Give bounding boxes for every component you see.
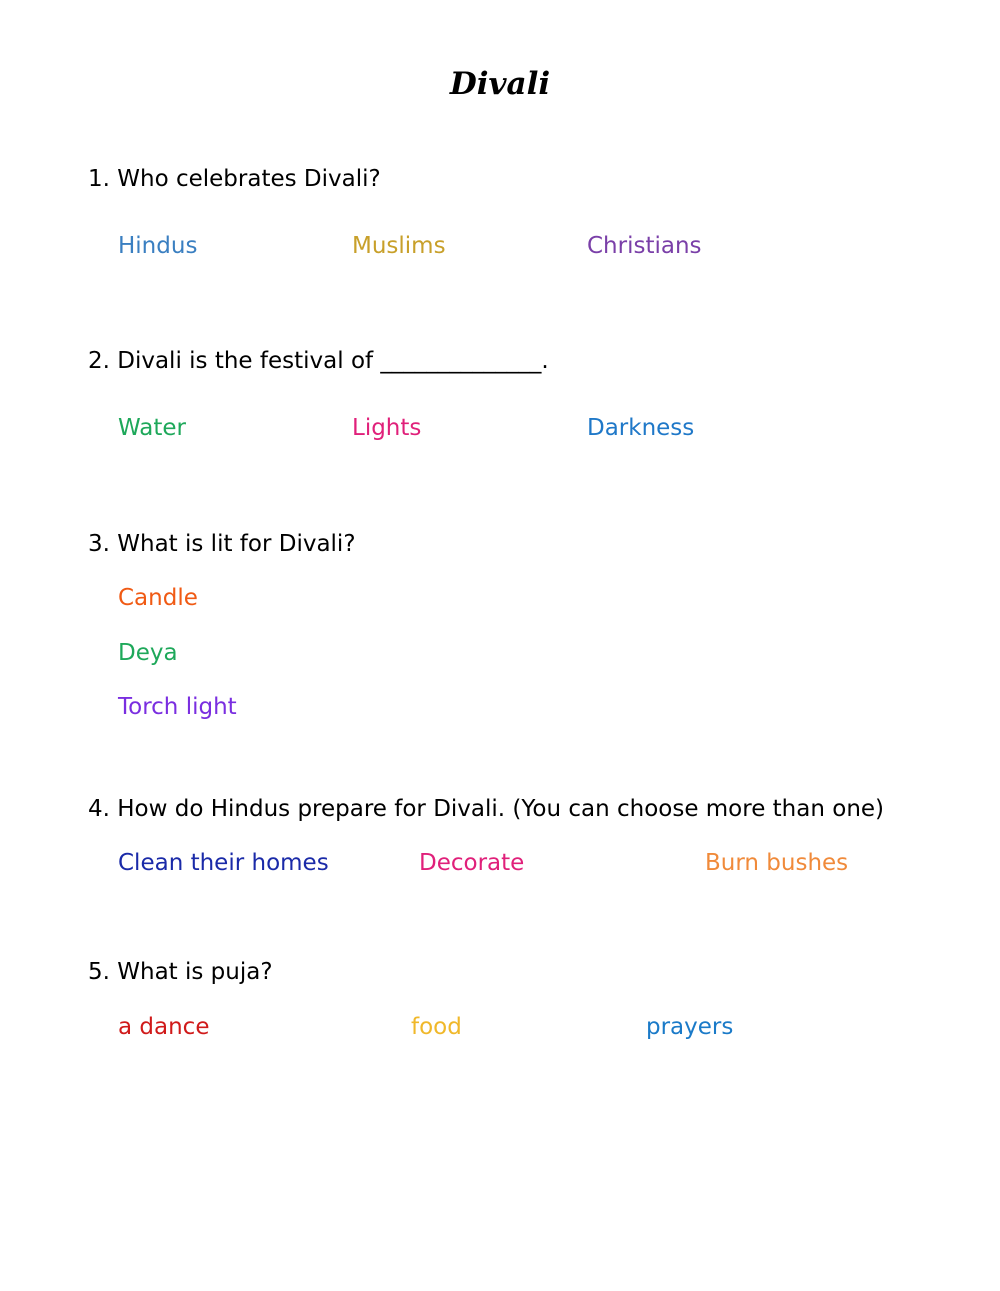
q5-option-a-dance[interactable]: a dance — [118, 1014, 210, 1040]
q2-option-water[interactable]: Water — [118, 415, 186, 441]
q2-option-darkness[interactable]: Darkness — [587, 415, 695, 441]
question-1: 1. Who celebrates Divali? — [88, 166, 381, 192]
q5-option-food[interactable]: food — [411, 1014, 462, 1040]
q1-option-muslims[interactable]: Muslims — [352, 233, 446, 259]
question-5: 5. What is puja? — [88, 959, 273, 985]
q2-option-lights[interactable]: Lights — [352, 415, 422, 441]
q3-option-candle[interactable]: Candle — [118, 585, 198, 611]
question-4: 4. How do Hindus prepare for Divali. (You can choose more than one) — [88, 796, 885, 822]
q5-option-prayers[interactable]: prayers — [646, 1014, 734, 1040]
q4-option-clean-homes[interactable]: Clean their homes — [118, 850, 329, 876]
q3-option-deya[interactable]: Deya — [118, 640, 178, 666]
question-3: 3. What is lit for Divali? — [88, 531, 356, 557]
q4-option-decorate[interactable]: Decorate — [419, 850, 525, 876]
q1-option-hindus[interactable]: Hindus — [118, 233, 198, 259]
q4-option-burn-bushes[interactable]: Burn bushes — [705, 850, 849, 876]
q3-option-torch-light[interactable]: Torch light — [118, 694, 237, 720]
worksheet-title: Divali — [449, 66, 551, 102]
question-2: 2. Divali is the festival of ______________. — [88, 348, 549, 374]
q1-option-christians[interactable]: Christians — [587, 233, 702, 259]
